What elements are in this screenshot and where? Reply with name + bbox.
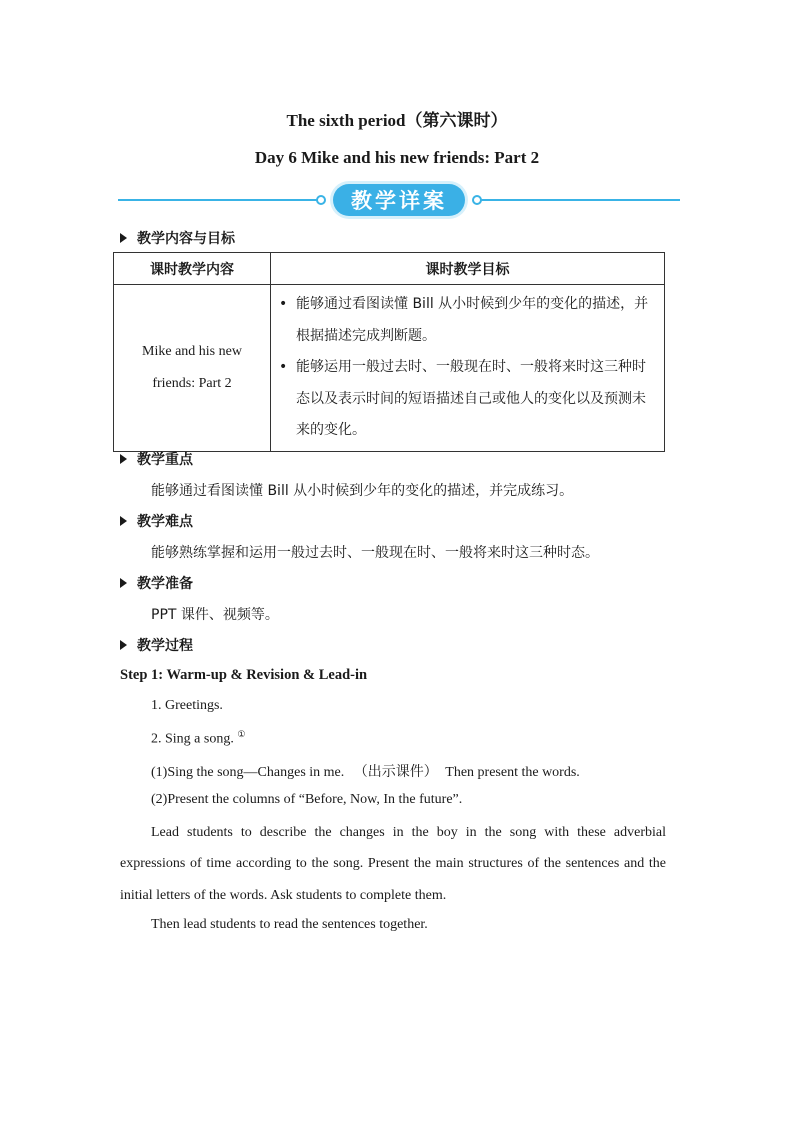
step-item-greetings: 1. Greetings. [151, 698, 223, 713]
triangle-bullet-icon [120, 578, 127, 588]
page-subtitle: Day 6 Mike and his new friends: Part 2 [254, 148, 540, 167]
table-row [114, 285, 665, 452]
section-banner [118, 184, 680, 216]
list-item: • 能够运用一般过去时、一般现在时、一般将来时这三种时态以及表示时间的短语描述自己或他人的变化以及预测未来的变化。 [279, 352, 654, 447]
table-header-content: 课时教学内容 [114, 253, 271, 285]
banner-line-right [480, 199, 680, 201]
step-item-song-text: 2. Sing a song. [151, 731, 234, 747]
section-heading-text: 教学内容与目标 [137, 231, 235, 247]
step-item-song [151, 729, 245, 748]
section-heading-process [120, 635, 193, 655]
step-sub-item-1-rest: Then present the words. [445, 765, 580, 780]
goals-list [279, 289, 654, 447]
triangle-bullet-icon [120, 454, 127, 464]
difficulties-text: 能够熟练掌握和运用一般过去时、一般现在时、一般将来时这三种时态。 [151, 545, 599, 561]
section-heading-content-goals [120, 228, 235, 248]
step-paragraph-1 [120, 817, 666, 911]
step-paragraph-1-text: Lead students to describe the changes in the boy in the song with these adverbial expressions of time according to the song. Present the main structures of the sentences and the initial letters of the words. Ask students to complete them. [120, 825, 666, 903]
step-sub-item-2: (2)Present the columns of “Before, Now, In the future”. [151, 792, 463, 807]
step-title: Step 1: Warm-up & Revision & Lead-in [120, 667, 368, 683]
table-cell-goals [271, 285, 665, 452]
key-points-text: 能够通过看图读懂 Bill 从小时候到少年的变化的描述，并完成练习。 [151, 483, 574, 499]
table-header-goals: 课时教学目标 [271, 253, 665, 285]
banner-dot-left [316, 195, 326, 205]
section-heading-key-points [120, 449, 193, 469]
triangle-bullet-icon [120, 233, 127, 243]
section-heading-text: 教学过程 [137, 638, 193, 654]
table-cell-content: Mike and his new friends: Part 2 [114, 285, 271, 452]
step-sub-item-1 [151, 761, 580, 781]
banner-pill [333, 184, 465, 216]
section-heading-text: 教学难点 [137, 514, 193, 530]
step-paragraph-2: Then lead students to read the sentences together. [151, 917, 428, 932]
section-heading-difficulties [120, 511, 193, 531]
footnote-marker: ① [237, 729, 246, 739]
list-item: • 能够通过看图读懂 Bill 从小时候到少年的变化的描述，并根据描述完成判断题。 [279, 289, 654, 352]
banner-text: 教学详案 [351, 189, 447, 213]
step-sub-item-1-cn: （出示课件） [353, 764, 438, 780]
section-heading-text: 教学重点 [137, 452, 193, 468]
step-sub-item-1-text: (1)Sing the song—Changes in me. [151, 765, 345, 780]
section-heading-preparation [120, 573, 193, 593]
preparation-text: PPT 课件、视频等。 [151, 607, 279, 623]
triangle-bullet-icon [120, 640, 127, 650]
section-heading-text: 教学准备 [137, 576, 193, 592]
banner-line-left [118, 199, 318, 201]
triangle-bullet-icon [120, 516, 127, 526]
objectives-table [113, 252, 665, 452]
page-title: The sixth period（第六课时） [286, 111, 508, 130]
table-header-row [114, 253, 665, 285]
